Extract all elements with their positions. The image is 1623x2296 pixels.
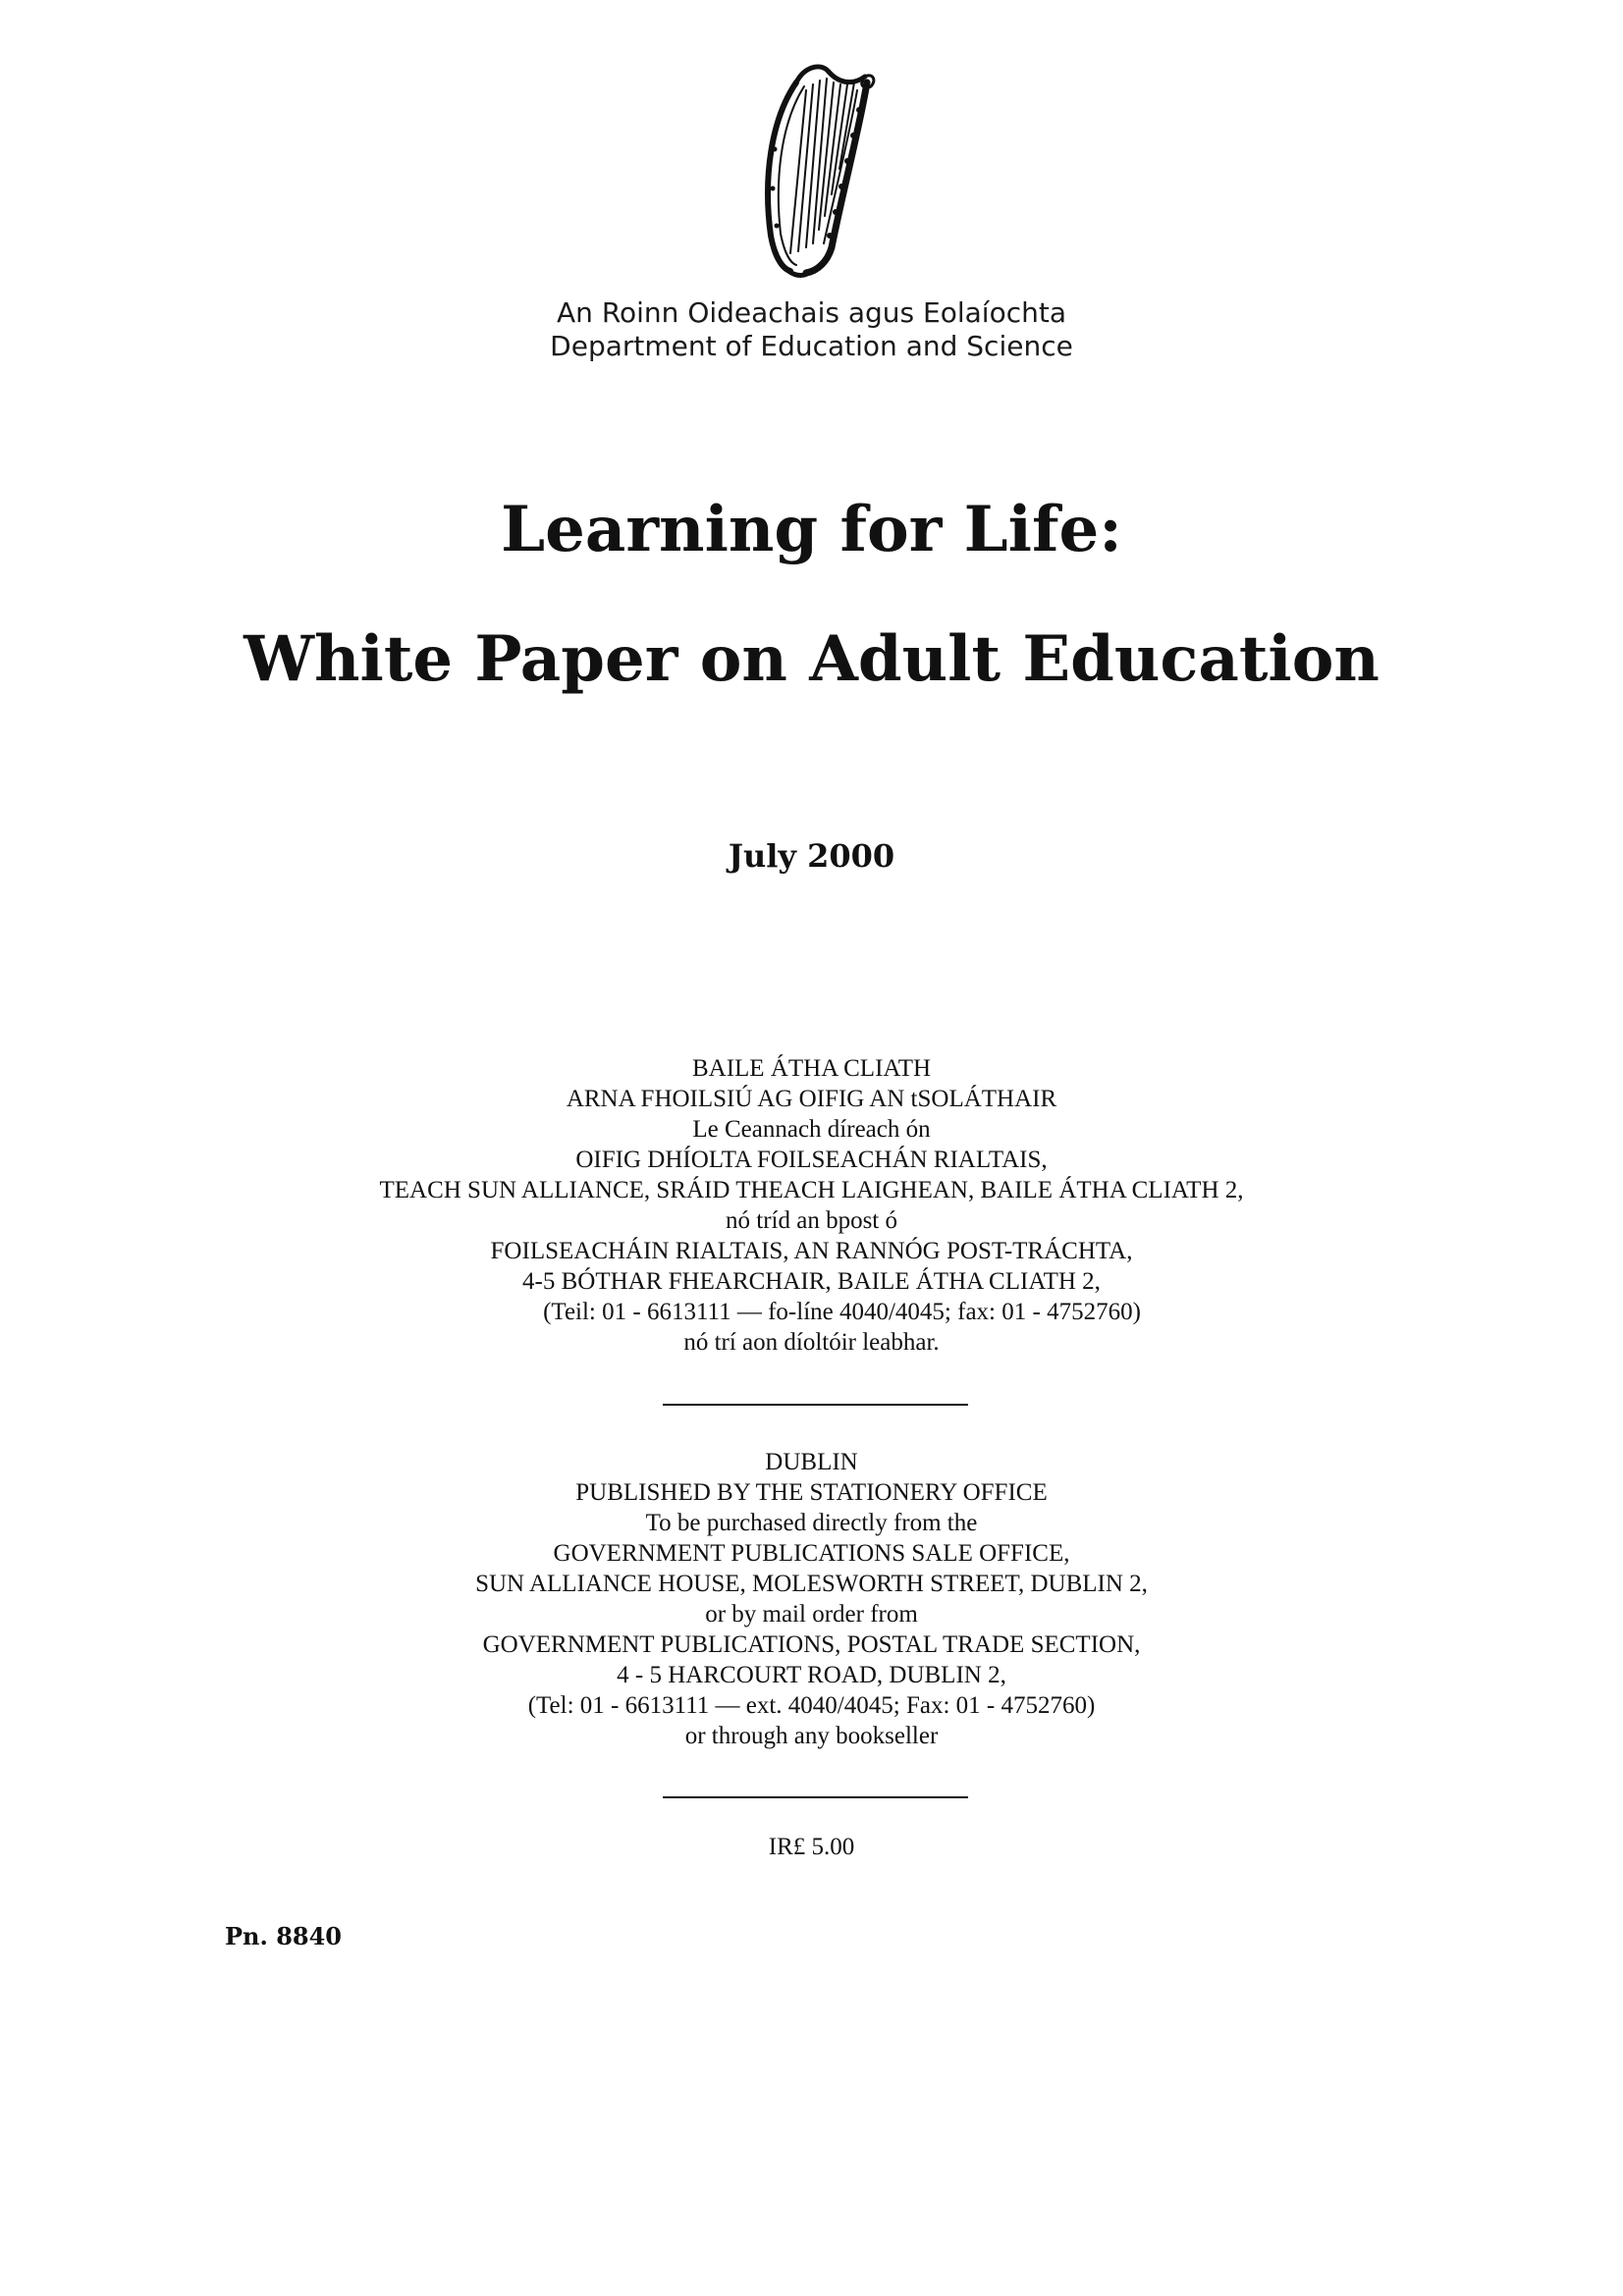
irish-publisher-line: BAILE ÁTHA CLIATH [691,1055,932,1082]
irish-publisher-line: OIFIG DHÍOLTA FOILSEACHÁN RIALTAIS, [575,1147,1048,1173]
english-publisher-line: (Tel: 01 - 6613111 — ext. 4040/4045; Fax: 01 - 4752760) [527,1692,1096,1719]
irish-publisher-line: 4-5 BÓTHAR FHEARCHAIR, BAILE ÁTHA CLIATH 2, [522,1268,1101,1295]
irish-publisher-line: nó tríd an bpost ó [726,1207,897,1234]
document-subtitle: White Paper on Adult Education [243,622,1380,696]
document-title: Learning for Life: [501,493,1122,566]
department-name-irish: An Roinn Oideachais agus Eolaíochta [557,296,1066,329]
price: IR£ 5.00 [768,1834,855,1860]
english-publisher-line: To be purchased directly from the [645,1510,978,1536]
english-publisher-block [0,1447,1623,1751]
english-publisher-line: or by mail order from [705,1601,918,1628]
divider [663,1404,968,1406]
publication-number: Pn. 8840 [225,1922,343,1950]
irish-publisher-line: FOILSEACHÁIN RIALTAIS, AN RANNÓG POST-TRÁCHTA, [490,1238,1133,1264]
irish-publisher-block [0,1053,1623,1358]
english-publisher-line: PUBLISHED BY THE STATIONERY OFFICE [575,1479,1048,1506]
english-publisher-line: or through any bookseller [684,1723,939,1749]
irish-publisher-line: Le Ceannach díreach ón [692,1116,931,1143]
english-publisher-line: GOVERNMENT PUBLICATIONS, POSTAL TRADE SECTION, [482,1631,1141,1658]
english-publisher-line: 4 - 5 HARCOURT ROAD, DUBLIN 2, [617,1662,1006,1688]
english-publisher-line: SUN ALLIANCE HOUSE, MOLESWORTH STREET, DUBLIN 2, [475,1571,1148,1597]
irish-publisher-line: (Teil: 01 - 6613111 — fo-líne 4040/4045; fax: 01 - 4752760) [543,1299,1141,1325]
irish-publisher-line: nó trí aon díoltóir leabhar. [683,1329,940,1356]
harp-icon [749,61,879,279]
english-publisher-line: DUBLIN [765,1449,858,1475]
divider [663,1796,968,1798]
department-name-english: Department of Education and Science [550,330,1073,362]
irish-publisher-line: TEACH SUN ALLIANCE, SRÁID THEACH LAIGHEAN, BAILE ÁTHA CLIATH 2, [379,1177,1244,1203]
english-publisher-line: GOVERNMENT PUBLICATIONS SALE OFFICE, [553,1540,1070,1567]
irish-publisher-line: ARNA FHOILSIÚ AG OIFIG AN tSOLÁTHAIR [566,1086,1057,1112]
publication-date: July 2000 [728,837,895,875]
